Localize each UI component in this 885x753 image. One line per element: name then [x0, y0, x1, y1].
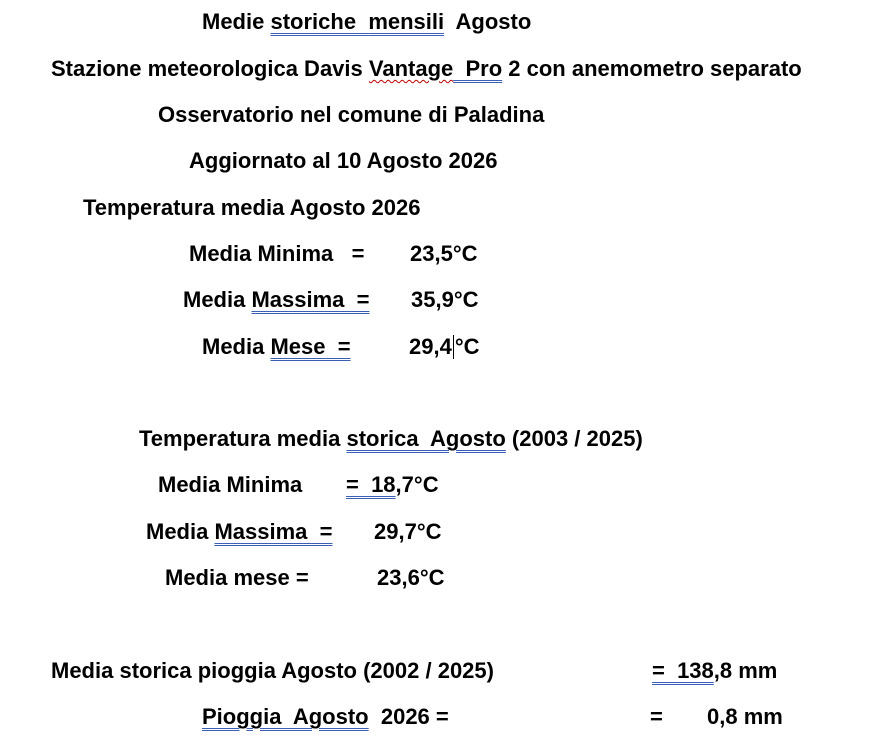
current-min-label: Media Minima = [189, 241, 365, 266]
rain-historical-label: Media storica pioggia Agosto (2002 / 2025) [51, 658, 494, 683]
current-avg-value-unit: °C [454, 334, 480, 359]
rain-current-equals: = [650, 704, 663, 729]
historical-max-label [146, 519, 332, 545]
historical-min-label: Media Minima [158, 472, 321, 497]
current-avg-label-a: Media [202, 334, 271, 359]
rain-current-label [202, 704, 449, 730]
historical-heading-b: storica [346, 426, 419, 451]
rain-historical-value-b: ,8 mm [713, 658, 778, 683]
title-gap [356, 9, 368, 34]
historical-min-value [346, 472, 439, 498]
current-max-label-a: Media [183, 287, 252, 312]
rain-current-value: 0,8 mm [707, 704, 783, 729]
station-text-end: 2 con anemometro separato [502, 56, 802, 81]
historical-max-label-b: Massima = [214, 519, 333, 544]
current-max-value: 35,9°C [411, 287, 479, 312]
station-line [51, 56, 802, 82]
station-word-vantage: Vantage [368, 56, 454, 81]
current-max-label [183, 287, 369, 313]
historical-avg-value: 23,6°C [377, 565, 445, 590]
rain-historical-value-a: = 138 [652, 658, 714, 683]
historical-max-label-a: Media [146, 519, 215, 544]
historical-heading-e: (2003 / 2025) [505, 426, 643, 451]
station-word-pro: Pro [465, 56, 503, 81]
current-heading: Temperatura media Agosto 2026 [83, 195, 421, 220]
title-word-agosto: Agosto [444, 9, 532, 34]
historical-heading [139, 426, 643, 452]
historical-min-value-b: ,7°C [395, 472, 439, 497]
title-word-storiche: storiche [270, 9, 357, 34]
current-avg-label-b: Mese = [270, 334, 351, 359]
rain-current-label-a: Pioggia Agosto [202, 704, 369, 729]
station-gap [453, 56, 465, 81]
historical-avg-label: Media mese = [165, 565, 309, 590]
current-avg-value-number: 29,4 [409, 334, 452, 359]
rain-historical-value [652, 658, 777, 684]
current-max-label-b: Massima = [251, 287, 370, 312]
historical-min-value-a: = 18 [346, 472, 396, 497]
title-word-mensili: mensili [368, 9, 445, 34]
document-title [202, 9, 531, 35]
rain-current-label-b: 2026 = [368, 704, 449, 729]
historical-heading-c [419, 426, 430, 451]
observatory-line: Osservatorio nel comune di Paladina [158, 102, 545, 127]
current-avg-label [202, 334, 351, 360]
historical-heading-d: Agosto [430, 426, 506, 451]
historical-heading-a: Temperatura media [139, 426, 347, 451]
current-avg-value [409, 334, 480, 360]
current-min-value: 23,5°C [410, 241, 478, 266]
station-text-start: Stazione meteorologica Davis [51, 56, 369, 81]
updated-line: Aggiornato al 10 Agosto 2026 [189, 148, 498, 173]
text-cursor-icon [453, 335, 454, 359]
title-word-medie: Medie [202, 9, 265, 34]
historical-max-value: 29,7°C [374, 519, 442, 544]
